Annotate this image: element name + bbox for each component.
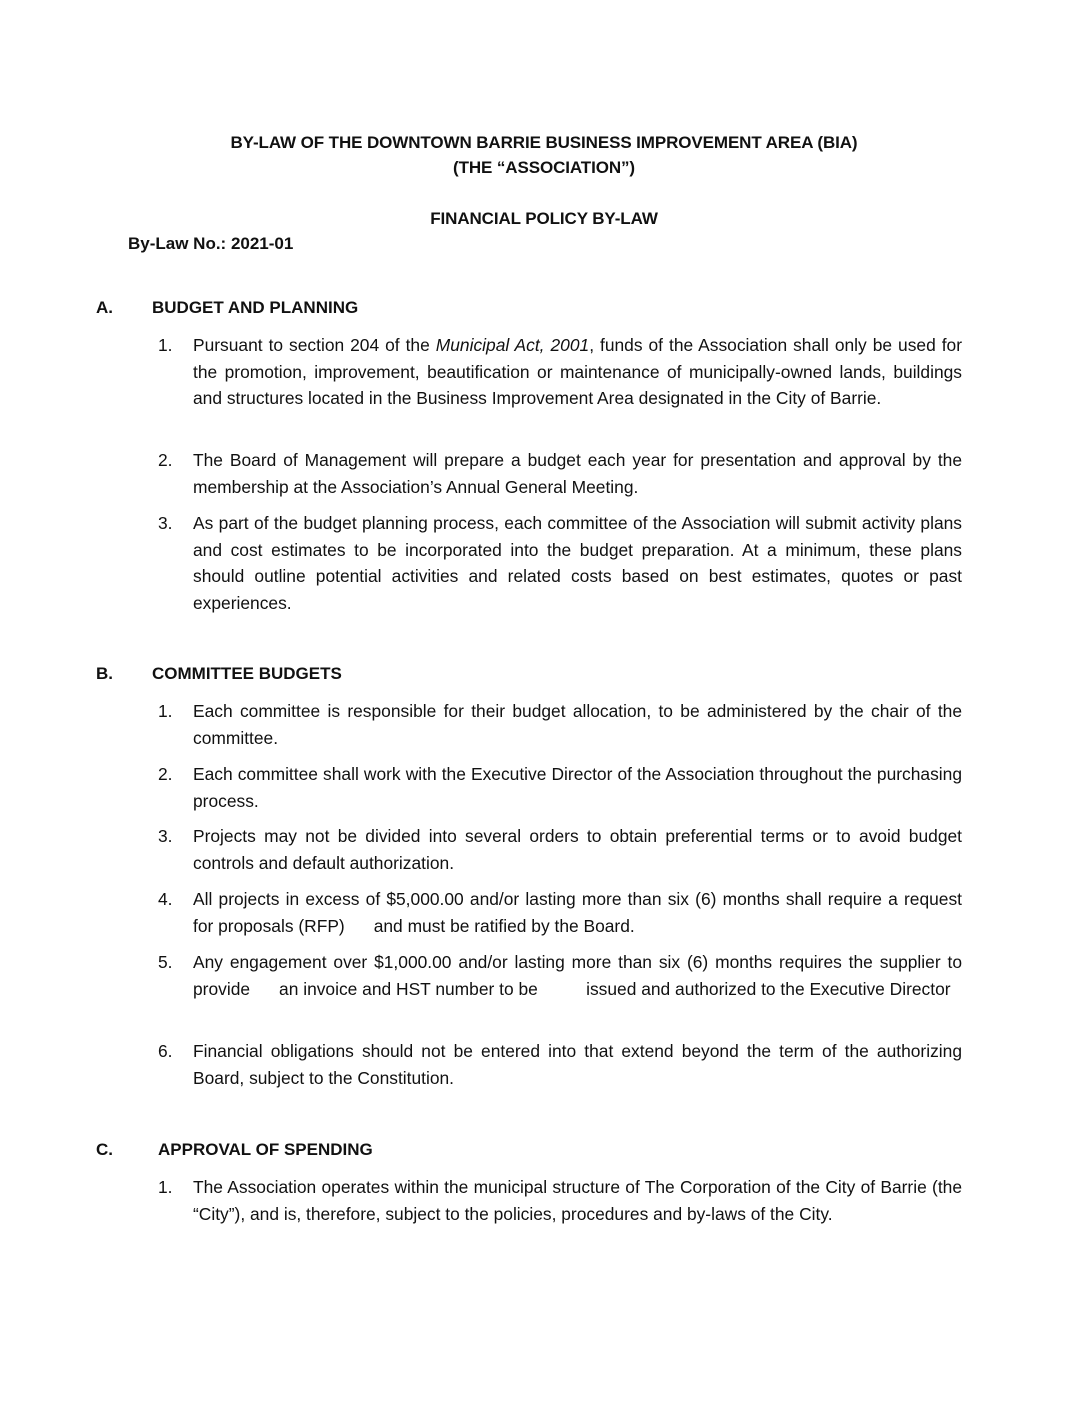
item-text: The Board of Management will prepare a budget each year for presentation and approval by the membership at the Association’s Annual General Meeting. (193, 450, 962, 497)
item-text: All projects in excess of $5,000.00 and/or lasting more than six (6) months shall require a request for proposals (RFP) and must be ratified by the Board. (193, 889, 967, 936)
list-item-b3 (158, 823, 962, 876)
section-title: COMMITTEE BUDGETS (152, 664, 342, 683)
item-number: 2. (158, 450, 173, 470)
list-item-a3 (158, 510, 962, 616)
statute-name: Municipal Act, 2001 (435, 335, 590, 355)
item-text: Each committee is responsible for their budget allocation, to be administered by the chair of the committee. (193, 701, 962, 748)
section-letter: B. (96, 664, 113, 683)
item-text: Each committee shall work with the Executive Director of the Association throughout the purchasing process. (193, 764, 962, 811)
list-item-b4 (158, 886, 967, 939)
list-item-a1 (158, 332, 962, 412)
bylaw-number: By-Law No.: 2021-01 (128, 234, 294, 253)
document-title-line-2: (THE “ASSOCIATION”) (453, 158, 635, 177)
section-letter: A. (96, 298, 113, 317)
item-text: Projects may not be divided into several orders to obtain preferential terms or to avoid budget controls and default authorization. (193, 826, 962, 873)
list-item-b1 (158, 698, 962, 751)
list-item-a2 (158, 447, 962, 500)
item-number: 2. (158, 764, 173, 784)
item-number: 6. (158, 1041, 173, 1061)
item-number: 1. (158, 335, 173, 355)
item-text: The Association operates within the municipal structure of The Corporation of the City of Barrie (the “City”), and is, therefore, subject to the policies, procedures and by-laws of the City. (193, 1177, 962, 1224)
item-text: Financial obligations should not be entered into that extend beyond the term of the authorizing Board, subject to the Constitution. (193, 1041, 962, 1088)
section-heading-b (96, 664, 342, 684)
section-title: BUDGET AND PLANNING (152, 298, 359, 317)
document-subtitle: FINANCIAL POLICY BY-LAW (430, 209, 658, 228)
item-number: 1. (158, 1177, 173, 1197)
document-title-line-1: BY-LAW OF THE DOWNTOWN BARRIE BUSINESS IMPROVEMENT AREA (BIA) (230, 133, 858, 152)
item-number: 1. (158, 701, 173, 721)
list-item-c1 (158, 1174, 962, 1227)
list-item-b5 (158, 949, 967, 1002)
item-text-part: , funds of the Association shall only be used for the promotion, improvement, beautification or maintenance of municipally-owned lands, buildings and structures located in the Business Improvement Area designated in the City of Barrie. (193, 335, 963, 408)
section-title: APPROVAL OF SPENDING (158, 1140, 373, 1159)
section-letter: C. (96, 1140, 113, 1159)
list-item-b2 (158, 761, 962, 814)
section-heading-c (96, 1140, 373, 1160)
item-text (193, 332, 962, 412)
item-text-part: Pursuant to section 204 of the (193, 335, 436, 355)
list-item-b6 (158, 1038, 962, 1091)
item-text: Any engagement over $1,000.00 and/or lasting more than six (6) months requires the supplier to provide an invoice and HST number to be issued and authorized to the Executive Director (193, 952, 967, 999)
item-number: 3. (158, 513, 173, 533)
item-number: 5. (158, 952, 173, 972)
item-number: 4. (158, 889, 173, 909)
item-number: 3. (158, 826, 173, 846)
section-heading-a (96, 298, 358, 318)
item-text: As part of the budget planning process, each committee of the Association will submit activity plans and cost estimates to be incorporated into the budget preparation. At a minimum, these plans should outline potential activities and related costs based on best estimates, quotes or past experiences. (193, 513, 962, 613)
